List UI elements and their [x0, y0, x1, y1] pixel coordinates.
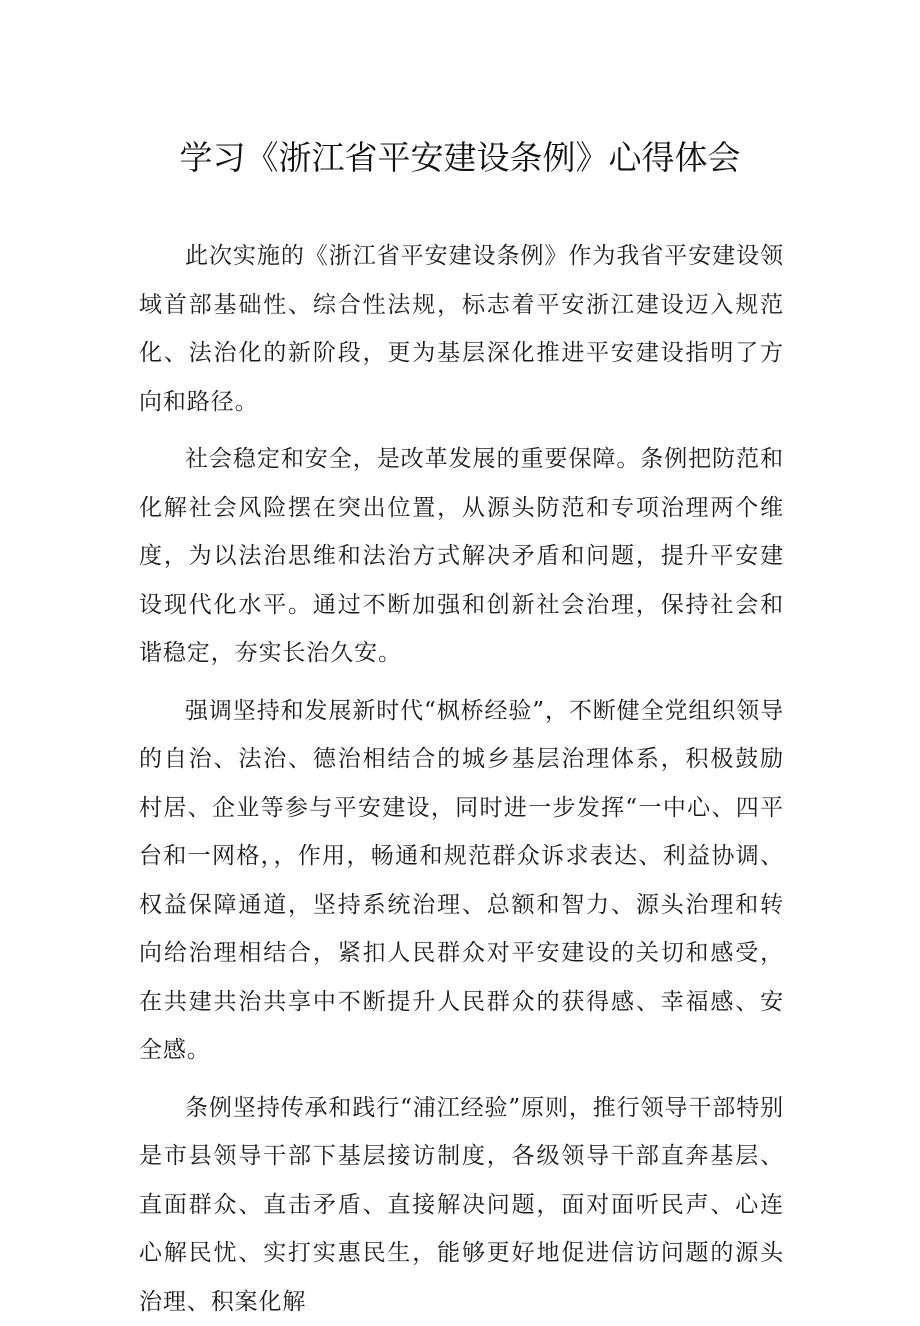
paragraph-1: 此次实施的《浙江省平安建设条例》作为我省平安建设领域首部基础性、综合性法规，标志着平安浙江建设迈入规范化、法治化的新阶段，更为基层深化推进平安建设指明了方向和路径。 — [139, 232, 784, 426]
paragraph-4: 条例坚持传承和践行“浦江经验”原则，推行领导干部特别是市县领导干部下基层接访制度，各级领导干部直奔基层、直面群众、直击矛盾、直接解决问题，面对面听民声、心连心解民忧、实打实惠民生，能够更好地促进信访问题的源头治理、积案化解 — [139, 1084, 784, 1326]
paragraph-2: 社会稳定和安全，是改革发展的重要保障。条例把防范和化解社会风险摆在突出位置，从源头防范和专项治理两个维度，为以法治思维和法治方式解决矛盾和问题，提升平安建设现代化水平。通过不断加强和创新社会治理，保持社会和谐稳定，夯实长治久安。 — [139, 435, 784, 678]
document-body — [139, 232, 784, 1326]
paragraph-3: 强调坚持和发展新时代“枫桥经验”，不断健全党组织领导的自治、法治、德治相结合的城乡基层治理体系，积极鼓励村居、企业等参与平安建设，同时进一步发挥“一中心、四平台和一网格，，作用，畅通和规范群众诉求表达、利益协调、权益保障通道，坚持系统治理、总额和智力、源头治理和转向给治理相结合，紧扣人民群众对平安建设的关切和感受，在共建共治共享中不断提升人民群众的获得感、幸福感、安全感。 — [139, 687, 784, 1075]
document-title: 学习《浙江省平安建设条例》心得体会 — [0, 134, 920, 182]
